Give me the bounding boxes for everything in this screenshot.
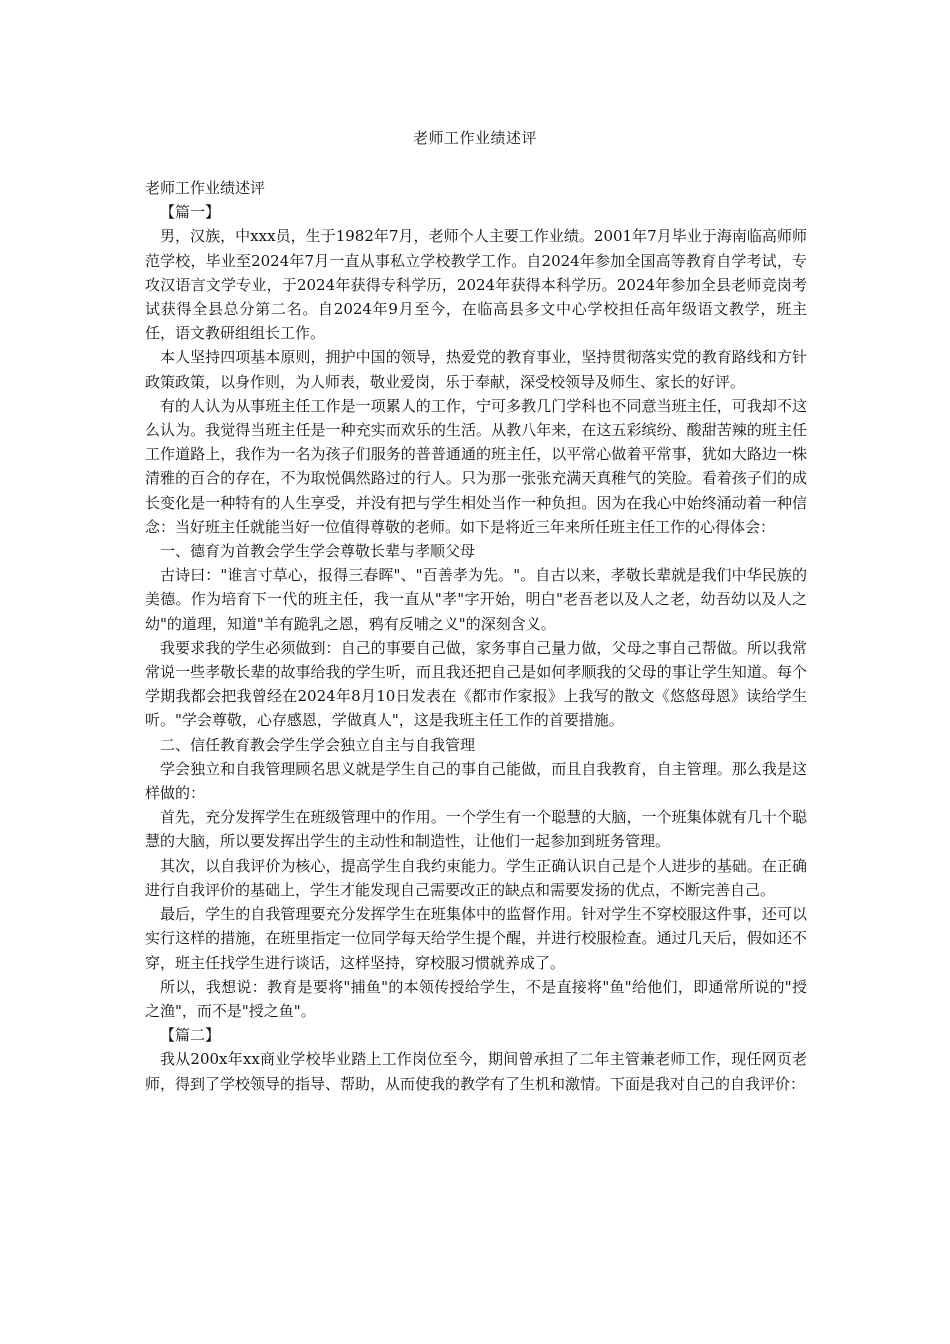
document-body (145, 176, 807, 1096)
paragraph: 首先，充分发挥学生在班级管理中的作用。一个学生有一个聪慧的大脑，一个班集体就有几十个聪慧的大脑，所以要发挥出学生的主动性和制造性，让他们一起参加到班务管理。 (145, 808, 807, 851)
paragraph: 其次，以自我评价为核心，提高学生自我约束能力。学生正确认识自己是个人进步的基础。在正确进行自我评价的基础上，学生才能发现自己需要改正的缺点和需要发扬的优点，不断完善自己。 (145, 856, 807, 899)
paragraph: 古诗曰："谁言寸草心，报得三春晖"、"百善孝为先。"。自古以来，孝敬长辈就是我们中华民族的美德。作为培育下一代的班主任，我一直从"孝"字开始，明白"老吾老以及人之老，幼吾幼以及人之幼"的道理，知道"羊有跪乳之恩，鸦有反哺之义"的深刻含义。 (145, 566, 807, 633)
subheading: 二、信任教育教会学生学会独立自主与自我管理 (160, 735, 476, 754)
document-title: 老师工作业绩述评 (412, 129, 537, 147)
paragraph: 男，汉族，中xxx员，生于1982年7月，老师个人主要工作业绩。2001年7月毕业于海南临高师师范学校，毕业至2024年7月一直从事私立学校教学工作。自2024年参加全国高等教育自学考试，专攻汉语言文学专业，于2024年获得专科学历，2024年获得本科学历。2024年参加全县老师竞岗考试获得全县总分第二名。自2024年9月至今，在临高县多文中心学校担任高年级语文教学，班主任，语文教研组组长工作。 (145, 227, 807, 343)
section-label-2: 【篇二】 (160, 1026, 221, 1045)
paragraph: 本人坚持四项基本原则，拥护中国的领导，热爱党的教育事业，坚持贯彻落实党的教育路线和方针政策政策，以身作则，为人师表，敬业爱岗，乐于奉献，深受校领导及师生、家长的好评。 (145, 348, 807, 391)
subheading: 一、德育为首教会学生学会尊敬长辈与孝顺父母 (160, 542, 476, 561)
paragraph: 最后，学生的自我管理要充分发挥学生在班集体中的监督作用。针对学生不穿校服这件事，还可以实行这样的措施，在班里指定一位同学每天给学生提个醒，并进行校服检查。通过几天后，假如还不穿，班主任找学生进行谈话，这样坚持，穿校服习惯就养成了。 (145, 905, 807, 972)
paragraph: 所以，我想说：教育是要将"捕鱼"的本领传授给学生，不是直接将"鱼"给他们，即通常所说的"授之渔"，而不是"授之鱼"。 (145, 977, 807, 1020)
paragraph: 学会独立和自我管理顾名思义就是学生自己的事自己能做，而且自我教育，自主管理。那么我是这样做的： (145, 759, 807, 803)
paragraph: 我从200x年xx商业学校毕业踏上工作岗位至今，期间曾承担了二年主管兼老师工作，现任网页老师，得到了学校领导的指导、帮助，从而使我的教学有了生机和激情。下面是我对自己的自我评价： (145, 1050, 807, 1093)
paragraph: 有的人认为从事班主任工作是一项累人的工作，宁可多教几门学科也不同意当班主任，可我却不这么认为。我觉得当班主任是一种充实而欢乐的生活。从教八年来，在这五彩缤纷、酸甜苦辣的班主任工作道路上，我作为一名为孩子们服务的普普通通的班主任，以平常心做着平常事，犹如大路边一株清雅的百合的存在，不为取悦偶然路过的行人。只为那一张张充满天真稚气的笑脸。看着孩子们的成长变化是一种特有的人生享受，并没有把与学生相处当作一种负担。因为在我心中始终涌动着一种信念：当好班主任就能当好一位值得尊敬的老师。如下是将近三年来所任班主任工作的心得体会： (145, 396, 807, 536)
paragraph: 我要求我的学生必须做到：自己的事要自己做，家务事自己量力做，父母之事自己帮做。所以我常常说一些孝敬长辈的故事给我的学生听，而且我还把自己是如何孝顺我的父母的事让学生知道。每个学期我都会把我曾经在2024年8月10日发表在《都市作家报》上我写的散文《悠悠母恩》读给学生听。"学会尊敬，心存感恩，学做真人"，这是我班主任工作的首要措施。 (145, 638, 807, 730)
section-label-1: 【篇一】 (160, 203, 221, 222)
body-heading: 老师工作业绩述评 (145, 179, 266, 197)
